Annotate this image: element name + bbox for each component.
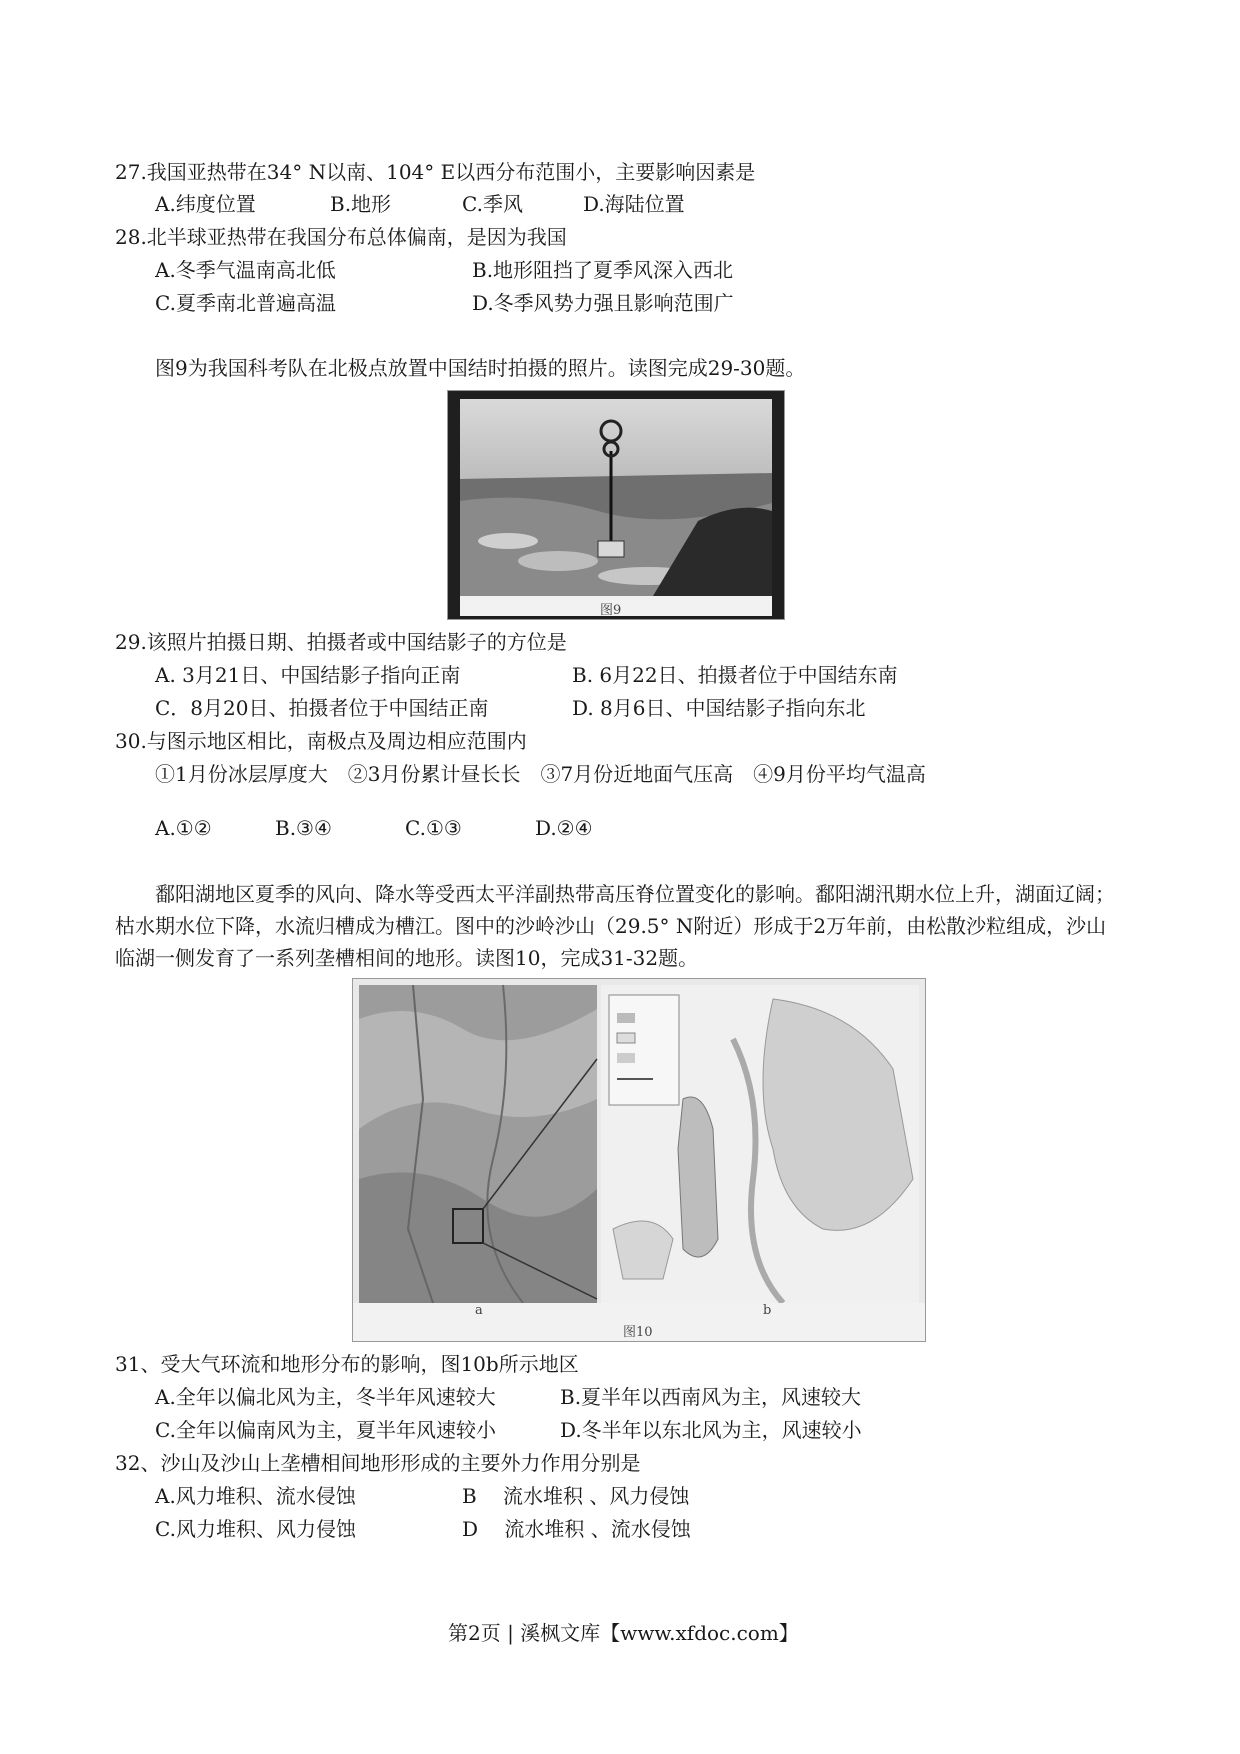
q30-option-a: A.①② <box>155 816 212 840</box>
figure-10-label-a: a <box>475 1303 483 1318</box>
q30-statements: ①1月份冰层厚度大 ②3月份累计昼长长 ③7月份近地面气压高 ④9月份平均气温高 <box>155 762 926 786</box>
q28-option-b: B.地形阻挡了夏季风深入西北 <box>472 258 734 282</box>
figure-10-intro: 鄱阳湖地区夏季的风向、降水等受西太平洋副热带高压脊位置变化的影响。鄱阳湖汛期水位上升，湖面辽阔；枯水期水位下降，水流归槽成为槽江。图中的沙岭沙山（29.5° N附近）形成于2万年前，由松散沙粒组成，沙山临湖一侧发育了一系列垄槽相间的地形。读图10，完成31-32题。 <box>115 882 1115 970</box>
figure-10-maps <box>352 978 926 1342</box>
arctic-photo-illustration <box>448 391 784 619</box>
q27-option-b: B.地形 <box>330 192 392 216</box>
figure-9-caption: 图9 <box>600 603 622 618</box>
question-28-stem: 28.北半球亚热带在我国分布总体偏南，是因为我国 <box>115 225 567 249</box>
question-31-stem: 31、受大气环流和地形分布的影响，图10b所示地区 <box>115 1352 579 1376</box>
q27-option-d: D.海陆位置 <box>583 192 685 216</box>
question-29-stem: 29.该照片拍摄日期、拍摄者或中国结影子的方位是 <box>115 630 567 654</box>
question-32-stem: 32、沙山及沙山上垄槽相间地形形成的主要外力作用分别是 <box>115 1451 641 1475</box>
q31-option-d: D.冬半年以东北风为主，风速较小 <box>560 1418 862 1442</box>
q29-option-d: D. 8月6日、中国结影子指向东北 <box>572 696 866 720</box>
figure-9-intro: 图9为我国科考队在北极点放置中国结时拍摄的照片。读图完成29-30题。 <box>155 356 806 380</box>
q28-option-c: C.夏季南北普遍高温 <box>155 291 336 315</box>
page-footer: 第2页 | 溪枫文库【www.xfdoc.com】 <box>448 1621 799 1645</box>
q30-option-d: D.②④ <box>535 816 593 840</box>
q28-option-d: D.冬季风势力强且影响范围广 <box>472 291 734 315</box>
question-27-stem: 27.我国亚热带在34° N以南、104° E以西分布范围小，主要影响因素是 <box>115 160 756 184</box>
lake-region-maps-illustration <box>353 979 925 1341</box>
q27-option-c: C.季风 <box>462 192 523 216</box>
q29-option-b: B. 6月22日、拍摄者位于中国结东南 <box>572 663 898 687</box>
figure-10-caption: 图10 <box>623 1325 653 1340</box>
q32-option-b: B 流水堆积 、风力侵蚀 <box>462 1484 690 1508</box>
q27-option-a: A.纬度位置 <box>155 192 256 216</box>
q30-option-c: C.①③ <box>405 816 462 840</box>
q30-option-b: B.③④ <box>275 816 332 840</box>
figure-9-photo <box>447 390 785 620</box>
q32-option-d: D 流水堆积 、流水侵蚀 <box>462 1517 691 1541</box>
figure-10-label-b: b <box>763 1303 772 1318</box>
q32-option-a: A.风力堆积、流水侵蚀 <box>155 1484 356 1508</box>
q28-option-a: A.冬季气温南高北低 <box>155 258 336 282</box>
q31-option-c: C.全年以偏南风为主，夏半年风速较小 <box>155 1418 496 1442</box>
q32-option-c: C.风力堆积、风力侵蚀 <box>155 1517 356 1541</box>
question-30-stem: 30.与图示地区相比，南极点及周边相应范围内 <box>115 729 527 753</box>
q29-option-c: C．8月20日、拍摄者位于中国结正南 <box>155 696 489 720</box>
q31-option-a: A.全年以偏北风为主，冬半年风速较大 <box>155 1385 496 1409</box>
q29-option-a: A. 3月21日、中国结影子指向正南 <box>155 663 461 687</box>
q31-option-b: B.夏半年以西南风为主，风速较大 <box>560 1385 862 1409</box>
